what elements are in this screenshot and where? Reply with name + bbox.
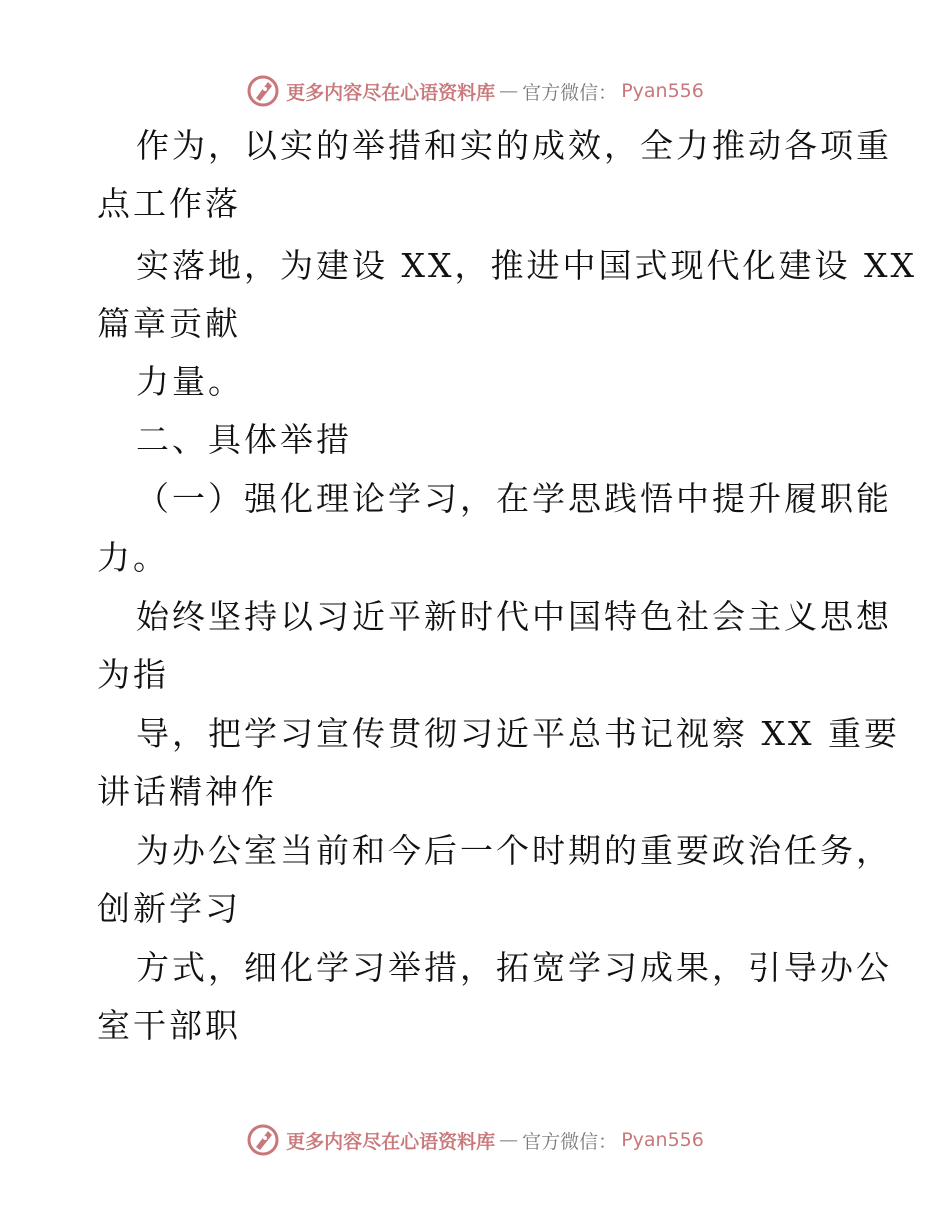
section-heading: 二、具体举措 bbox=[136, 420, 352, 459]
body-line-10: 为指 bbox=[97, 655, 169, 694]
pen-nib-logo-icon bbox=[246, 74, 280, 108]
banner-main-text: 更多内容尽在心语资料库 bbox=[286, 81, 496, 104]
banner-main-text: 更多内容尽在心语资料库 bbox=[286, 1130, 496, 1153]
body-line-11: 导，把学习宣传贯彻习近平总书记视察 XX 重要 bbox=[136, 714, 900, 753]
body-line-13: 为办公室当前和今后一个时期的重要政治任务， bbox=[136, 831, 892, 870]
body-line-14: 创新学习 bbox=[97, 889, 241, 928]
header-banner bbox=[0, 71, 950, 111]
banner-dash: — bbox=[499, 80, 519, 102]
subsection-heading: （一）强化理论学习，在学思践悟中提升履职能 bbox=[136, 479, 892, 518]
body-line-5: 力量。 bbox=[136, 362, 244, 401]
body-line-16: 室干部职 bbox=[97, 1006, 241, 1045]
banner-dash: — bbox=[499, 1129, 519, 1151]
body-line-3: 实落地，为建设 XX，推进中国式现代化建设 XX bbox=[136, 246, 917, 285]
body-line-12: 讲话精神作 bbox=[97, 772, 277, 811]
body-line-9: 始终坚持以习近平新时代中国特色社会主义思想 bbox=[136, 597, 892, 636]
body-line-2: 点工作落 bbox=[97, 184, 241, 223]
body-line-1: 作为，以实的举措和实的成效，全力推动各项重 bbox=[136, 126, 892, 165]
footer-banner bbox=[0, 1120, 950, 1160]
banner-wechat-id: Pyan556 bbox=[621, 1129, 704, 1151]
body-line-8: 力。 bbox=[97, 538, 169, 577]
pen-nib-logo-icon bbox=[246, 1123, 280, 1157]
banner-wechat-id: Pyan556 bbox=[621, 80, 704, 102]
banner-wechat-label: 官方微信： bbox=[522, 81, 618, 104]
body-line-4: 篇章贡献 bbox=[97, 304, 241, 343]
banner-wechat-label: 官方微信： bbox=[522, 1130, 618, 1153]
body-line-15: 方式，细化学习举措，拓宽学习成果，引导办公 bbox=[136, 948, 892, 987]
